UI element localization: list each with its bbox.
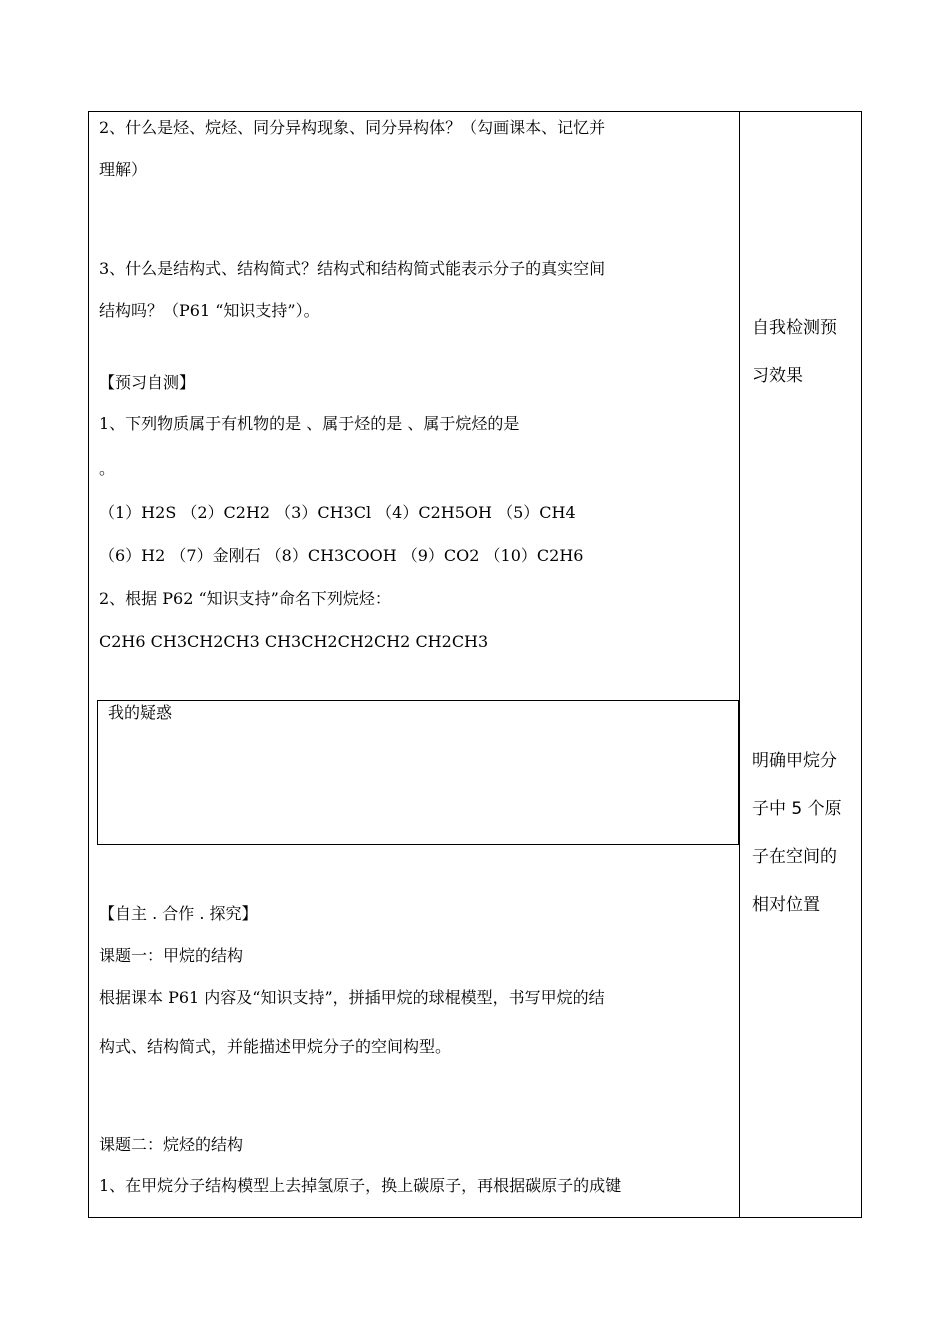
topic-2-title: 课题二：烷烃的结构 <box>99 1135 244 1154</box>
topic-2-line-1: 1、在甲烷分子结构模型上去掉氢原子，换上碳原子，再根据碳原子的成键 <box>99 1176 622 1195</box>
question-3-line-1: 3、什么是结构式、结构简式？结构式和结构简式能表示分子的真实空间 <box>99 259 606 278</box>
side-note-1-line-1: 自我检测预 <box>752 318 837 338</box>
topic-1-line-2: 构式、结构简式，并能描述甲烷分子的空间构型。 <box>99 1037 452 1056</box>
side-note-2-line-1: 明确甲烷分 <box>752 751 837 771</box>
side-note-2-line-4: 相对位置 <box>752 895 820 915</box>
side-note-2-line-3: 子在空间的 <box>752 847 837 867</box>
alkane-list: C2H6 CH3CH2CH3 CH3CH2CH2CH2 CH2CH3 <box>99 632 489 651</box>
test-1-line-2: 。 <box>99 459 116 478</box>
topic-1-title: 课题一：甲烷的结构 <box>99 946 244 965</box>
explore-heading: 【自主 . 合作 . 探究】 <box>99 904 258 923</box>
column-divider <box>739 111 740 1218</box>
substances-row-2: （6）H2 （7）金刚石 （8）CH3COOH （9）CO2 （10）C2H6 <box>99 546 584 565</box>
question-3-line-2: 结构吗？（P61 “知识支持”）。 <box>99 301 320 320</box>
question-2-line-1: 2、什么是烃、烷烃、同分异构现象、同分异构体？（勾画课本、记忆并 <box>99 118 606 137</box>
side-note-1-line-2: 习效果 <box>752 366 803 386</box>
preview-heading: 【预习自测】 <box>99 373 196 392</box>
topic-1-line-1: 根据课本 P61 内容及“知识支持”，拼插甲烷的球棍模型，书写甲烷的结 <box>99 988 605 1007</box>
question-2-line-2: 理解） <box>99 160 148 179</box>
substances-row-1: （1）H2S （2）C2H2 （3）CH3Cl （4）C2H5OH （5）CH4 <box>99 503 576 522</box>
question-box[interactable] <box>97 700 739 845</box>
side-note-2-line-2: 子中 5 个原 <box>752 799 842 819</box>
question-box-label: 我的疑惑 <box>108 703 173 722</box>
test-1-line-1: 1、下列物质属于有机物的是 、属于烃的是 、属于烷烃的是 <box>99 414 520 433</box>
test-2: 2、根据 P62 “知识支持”命名下列烷烃： <box>99 589 391 608</box>
